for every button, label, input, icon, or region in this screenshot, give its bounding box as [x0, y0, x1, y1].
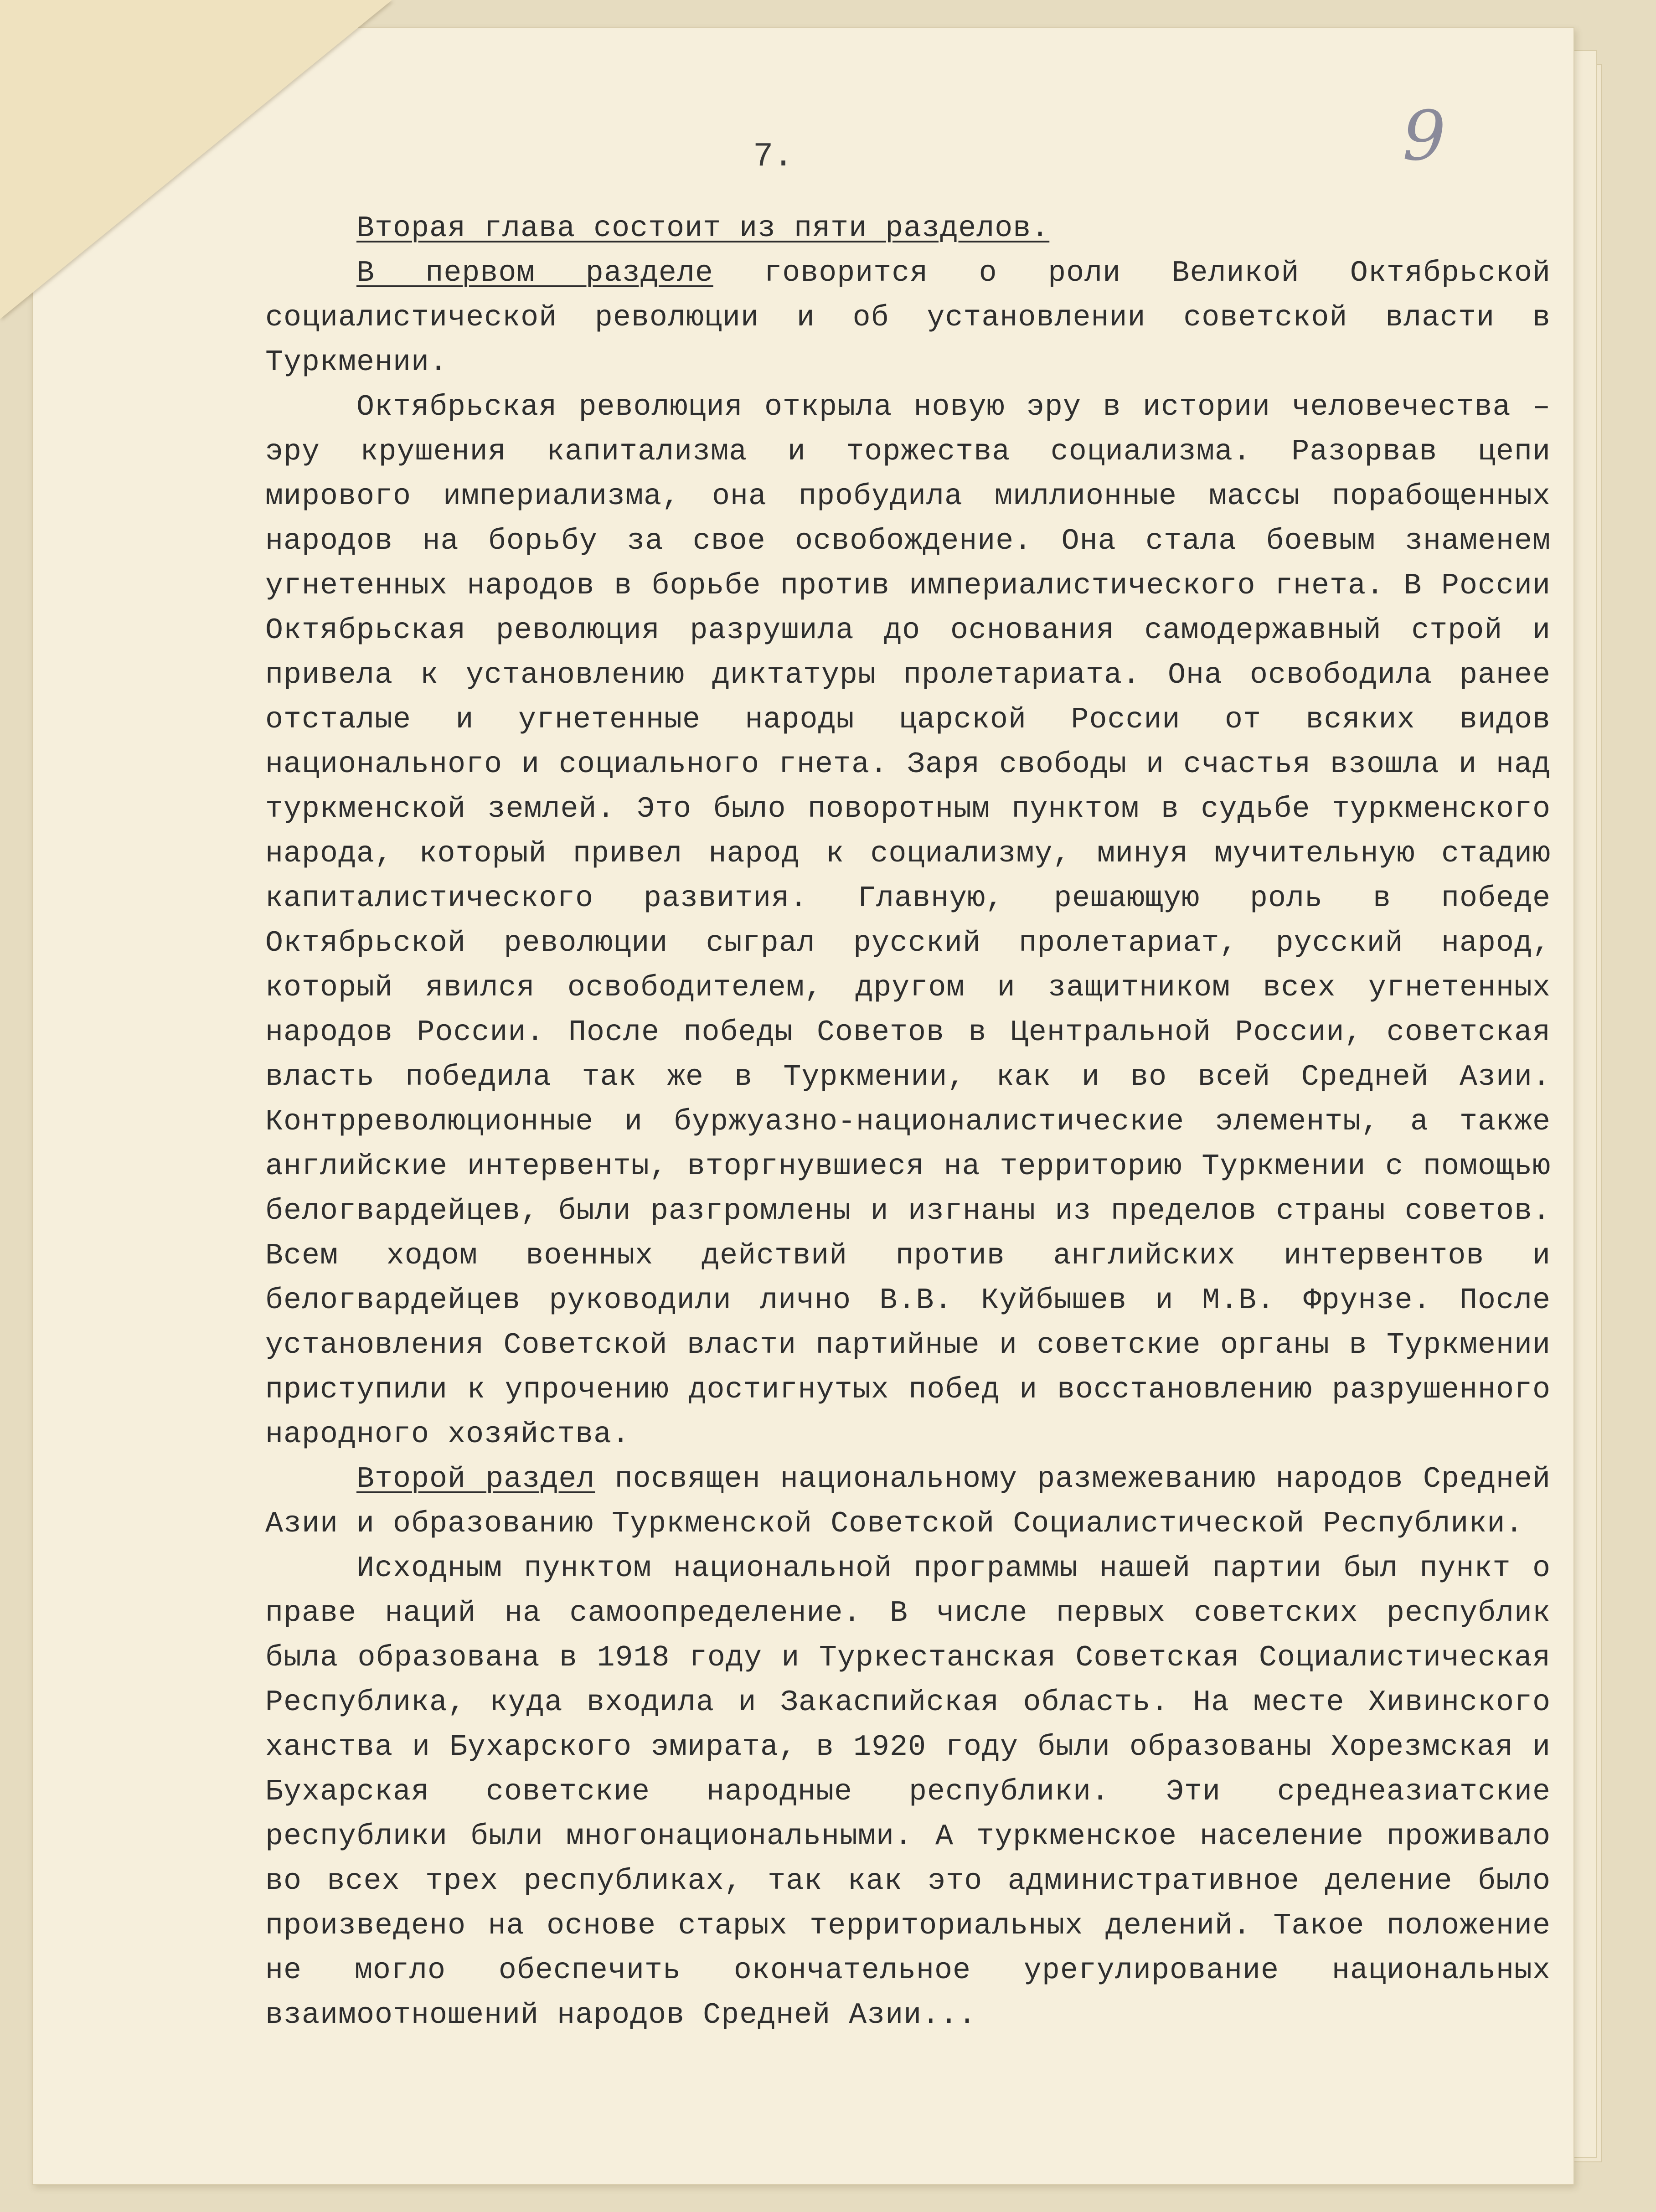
section-2-label: Второй раздел: [356, 1462, 595, 1496]
page-number: 7.: [753, 138, 794, 176]
folio-number: 9: [1402, 97, 1446, 176]
paper-slip: [0, 0, 392, 319]
chapter-heading: [265, 206, 1551, 251]
section-1-paragraph: Октябрьская революция открыла новую эру в истории человечества – эру крушения капитализма и торжества социализма. Разорвав цепи мирового империализма, она пробудила миллионные массы порабощенных народов на борьбу за свое освобождение. Она стала боевым знаменем угнетенных народов в борьбе против империалистического гнета. В России Октябрьская революция разрушила до основания самодержавный строй и привела к установлению диктатуры пролетариата. Она освободила ранее отсталые и угнетенные народы царской России от всяких видов национального и социального гнета. Заря свободы и счастья взошла и над туркменской землей. Это было поворотным пунктом в судьбе туркменского народа, который привел народ к социализму, минуя мучительную стадию капиталистического развития. Главную, решающую роль в победе Октябрьской революции сыграл русский пролетариат, русский народ, который явился освободителем, другом и защитником всех угнетенных народов России. После победы Советов в Центральной России, советская власть победила так же в Туркмении, как и во всей Средней Азии. Контрреволюционные и буржуазно-националистические элементы, а также английские интервенты, вторгнувшиеся на территорию Туркмении с помощью белогвардейцев, были разгромлены и изгнаны из пределов страны советов. Всем ходом военных действий против английских интервентов и белогвардейцев руководили лично В.В. Куйбышев и М.В. Фрунзе. После установления Советской власти партийные и советские органы в Туркмении приступили к упрочению достигнутых побед и восстановлению разрушенного народного хозяйства.: [265, 390, 1551, 1451]
section-1-intro: [265, 251, 1551, 385]
section-2-intro-text: посвящен национальному размежеванию народов Средней Азии и образованию Туркменской Советской Социалистической Республики.: [265, 1462, 1551, 1541]
chapter-heading-text: Вторая глава состоит из пяти разделов.: [356, 211, 1050, 245]
document-page: [32, 27, 1574, 2185]
section-1-intro-text: говорится о роли Великой Октябрьской социалистической революции и об установлении советской власти в Туркмении.: [265, 256, 1551, 379]
document-text: [265, 206, 1551, 2037]
section-2-paragraph: Исходным пунктом национальной программы нашей партии был пункт о праве наций на самоопределение. В числе первых советских республик была образована в 1918 году и Туркестанская Советская Социалистическая Республика, куда входила и Закаспийская область. На месте Хивинского ханства и Бухарского эмирата, в 1920 году были образованы Хорезмская и Бухарская советские народные республики. Эти среднеазиатские республики были многонациональными. А туркменское население проживало во всех трех республиках, так как это административное деление было произведено на основе старых территориальных делений. Такое положение не могло обеспечить окончательное урегулирование национальных взаимоотношений народов Средней Азии...: [265, 1552, 1551, 2032]
section-2-intro: [265, 1457, 1551, 1546]
section-1-label: В первом разделе: [356, 256, 713, 290]
